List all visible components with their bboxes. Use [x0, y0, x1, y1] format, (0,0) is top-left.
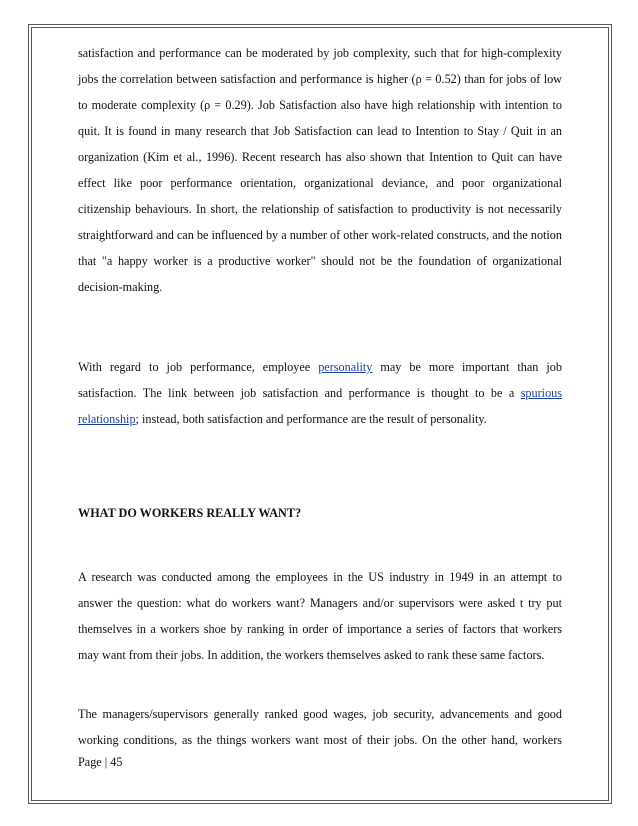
paragraph-research: A research was conducted among the employees in the US industry in 1949 in an attempt to answer the question: what do workers want? Managers and/or supervisors were asked t try put themselves in a workers shoe by ranking in order of importance a series of factors that workers may want from their jobs. In addition, the workers themselves asked to rank these same factors. — [78, 570, 562, 662]
link-spurious-relationship[interactable]: spurious relationship — [78, 386, 562, 426]
paragraph-job-complexity: satisfaction and performance can be moderated by job complexity, such that for high-complexity jobs the correlation between satisfaction and performance is higher (ρ = 0.52) than for jobs of low to moderate complexity (ρ = 0.29). Job Satisfaction also have high relationship with intention to quit. It is found in many research that Job Satisfaction can lead to Intention to Stay / Quit in an organization (Kim et al., 1996). Recent research has also shown that Intention to Quit can have effect like poor performance orientation, organizational deviance, and poor organizational citizenship behaviours. In short, the relationship of satisfaction to productivity is not necessarily straightforward and can be influenced by a number of other work-related constructs, and the notion that "a happy worker is a productive worker" should not be the foundation of organizational decision-making. — [78, 46, 562, 294]
paragraph-personality — [78, 354, 562, 432]
paragraph-text: ; instead, both satisfaction and performance are the result of personality. — [135, 412, 487, 426]
paragraph-text: With regard to job performance, employee — [78, 360, 319, 374]
paragraph-managers: The managers/supervisors generally ranked good wages, job security, advancements and good working conditions, as the things workers want most of their jobs. On the other hand, workers — [78, 707, 562, 747]
link-personality[interactable]: personality — [318, 360, 373, 374]
page-number: Page | 45 — [78, 755, 123, 769]
section-heading: WHAT DO WORKERS REALLY WANT? — [78, 506, 302, 520]
paragraph-text: may be more important than job satisfaction. The link between job satisfaction and performance is thought to be a — [78, 360, 562, 400]
